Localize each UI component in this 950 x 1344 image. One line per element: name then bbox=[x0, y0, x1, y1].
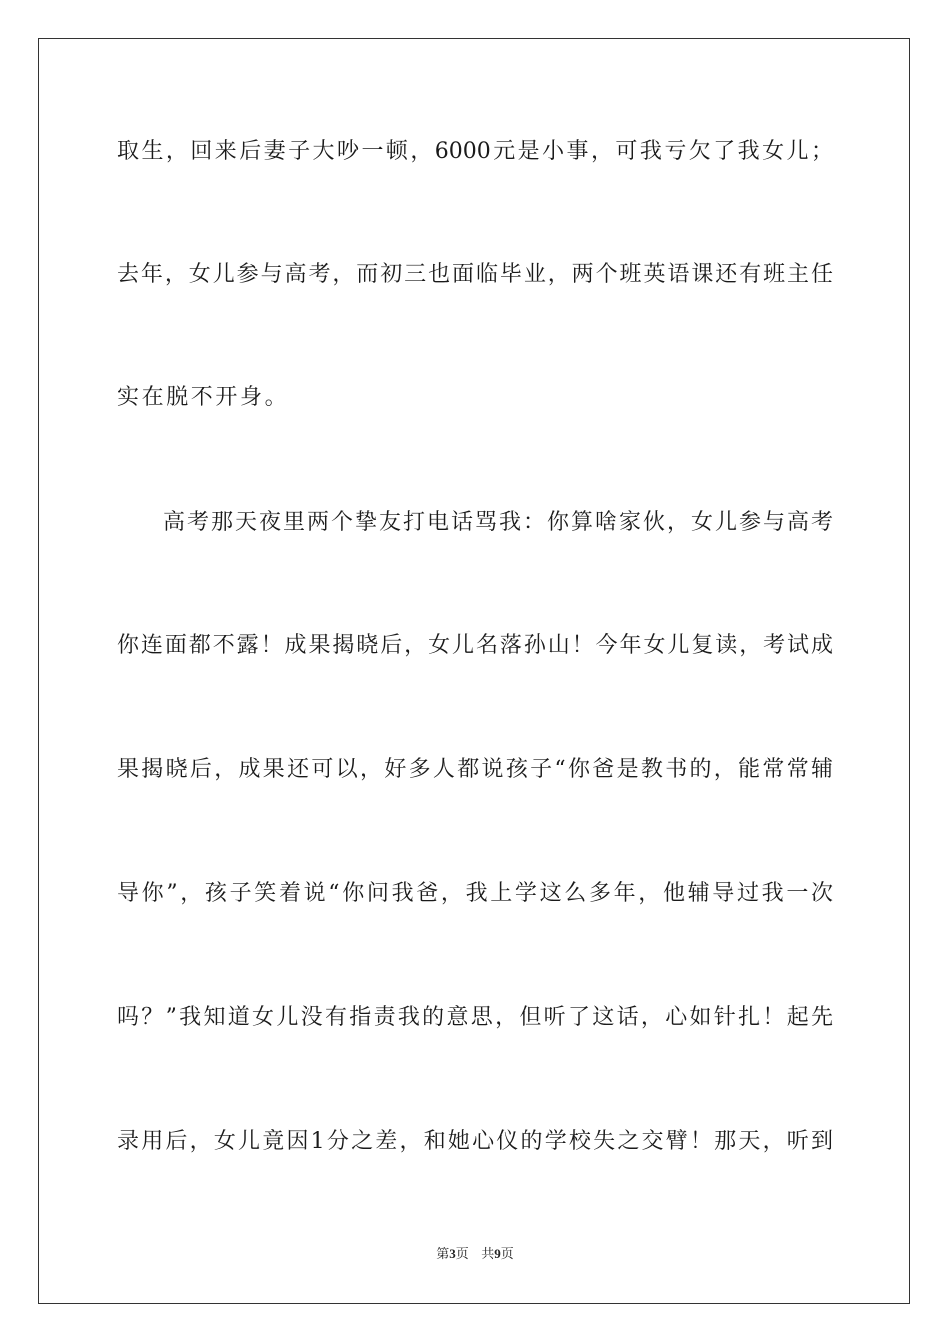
text-line-6: 果揭晓后，成果还可以，好多人都说孩子“你爸是教书的，能常常辅 bbox=[117, 757, 833, 782]
page-frame bbox=[38, 38, 910, 1304]
text-line-1: 取生，回来后妻子大吵一顿，6000元是小事，可我亏欠了我女儿； bbox=[117, 139, 833, 164]
text-line-3: 实在脱不开身。 bbox=[117, 385, 290, 410]
text-line-9: 录用后，女儿竟因1分之差，和她心仪的学校失之交臂！那天，听到 bbox=[117, 1129, 833, 1154]
page-current: 3 bbox=[449, 1246, 456, 1261]
page-total: 9 bbox=[494, 1246, 501, 1261]
text-line-8: 吗？”我知道女儿没有指责我的意思，但听了这话，心如针扎！起先 bbox=[117, 1005, 833, 1030]
text-line-7: 导你”，孩子笑着说“你问我爸，我上学这么多年，他辅导过我一次 bbox=[117, 881, 833, 906]
page-footer bbox=[0, 1243, 950, 1262]
text-line-5: 你连面都不露！成果揭晓后，女儿名落孙山！今年女儿复读，考试成 bbox=[117, 633, 833, 658]
page-label-prefix: 第 bbox=[436, 1247, 450, 1262]
text-line-4: 高考那天夜里两个挚友打电话骂我：你算啥家伙，女儿参与高考 bbox=[163, 510, 833, 535]
total-label-prefix: 共 bbox=[481, 1247, 495, 1262]
page-label-suffix: 页 bbox=[455, 1247, 469, 1262]
text-line-2: 去年，女儿参与高考，而初三也面临毕业，两个班英语课还有班主任 bbox=[117, 262, 833, 287]
total-label-suffix: 页 bbox=[500, 1247, 514, 1262]
